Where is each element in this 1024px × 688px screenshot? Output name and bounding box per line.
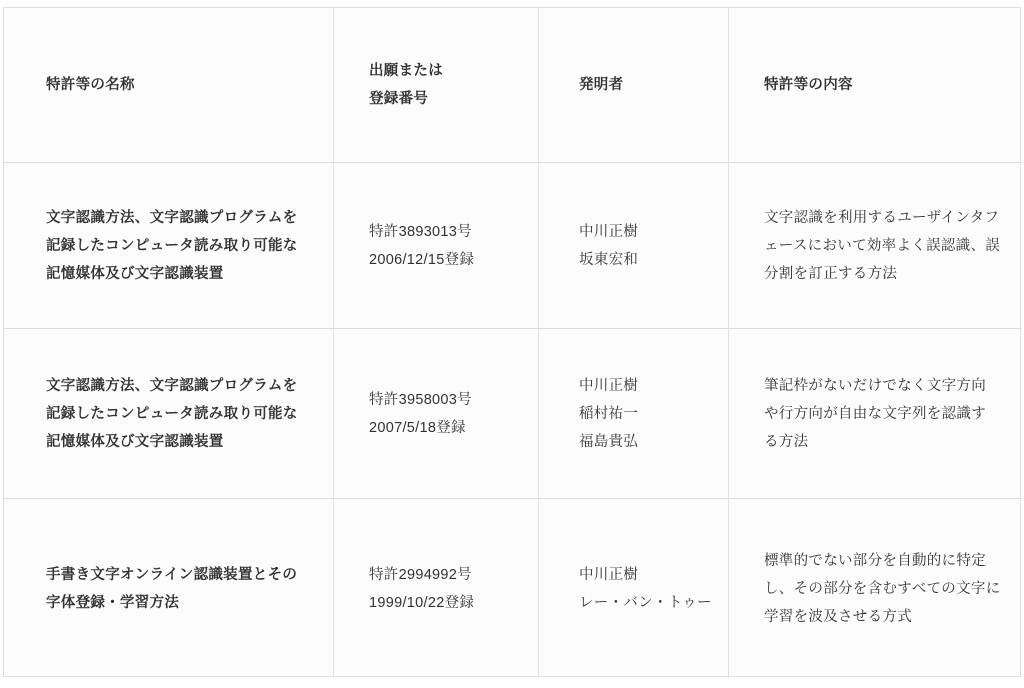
row-0-content-cell xyxy=(729,163,1022,329)
row-2-inventor-cell xyxy=(539,499,729,678)
text-line: 1999/10/22登録 xyxy=(369,594,475,611)
header-label: 特許等の名称 xyxy=(46,77,135,93)
text-line: る方法 xyxy=(764,433,809,450)
text-line: 特許2994992号 xyxy=(369,566,472,583)
text-line: し、その部分を含むすべての文字に xyxy=(764,580,1001,597)
header-patent-content xyxy=(729,8,1022,163)
row-2-content-cell xyxy=(729,499,1022,678)
row-1-inventor-cell xyxy=(539,329,729,499)
text-line: 記録したコンピュータ読み取り可能な xyxy=(46,237,298,254)
text-line: 特許3893013号 xyxy=(369,223,472,240)
header-label: 特許等の内容 xyxy=(764,77,853,93)
text-line: 特許3958003号 xyxy=(369,391,472,408)
text-line: 記録したコンピュータ読み取り可能な xyxy=(46,405,298,422)
text-line: 標準的でない部分を自動的に特定 xyxy=(764,552,986,569)
header-label: 発明者 xyxy=(579,77,624,93)
header-patent-name xyxy=(4,8,334,163)
text-line: 2007/5/18登録 xyxy=(369,419,466,436)
text-line: 記憶媒体及び文字認識装置 xyxy=(46,433,224,450)
text-line: 筆記枠がないだけでなく文字方向 xyxy=(764,377,986,394)
header-inventor xyxy=(539,8,729,163)
text-line: 2006/12/15登録 xyxy=(369,251,475,268)
row-1-content-cell xyxy=(729,329,1022,499)
row-0-number-cell xyxy=(334,163,539,329)
row-0-name-cell xyxy=(4,163,334,329)
text-line: 福島貴弘 xyxy=(579,433,639,450)
row-2-name-cell xyxy=(4,499,334,678)
text-line: 分割を訂正する方法 xyxy=(764,265,898,282)
row-2-number-cell xyxy=(334,499,539,678)
header-label: 登録番号 xyxy=(369,91,429,107)
header-label: 出願または xyxy=(369,63,443,79)
text-line: 坂東宏和 xyxy=(579,251,639,268)
text-line: ェースにおいて効率よく誤認識、誤 xyxy=(764,237,1001,254)
text-line: 中川正樹 xyxy=(579,377,639,394)
header-registration-number xyxy=(334,8,539,163)
row-1-number-cell xyxy=(334,329,539,499)
text-line: 中川正樹 xyxy=(579,223,639,240)
text-line: レー・バン・トゥー xyxy=(579,594,712,611)
text-line: 稲村祐一 xyxy=(579,405,639,422)
row-0-inventor-cell xyxy=(539,163,729,329)
text-line: 手書き文字オンライン認識装置とその xyxy=(46,566,298,583)
text-line: 記憶媒体及び文字認識装置 xyxy=(46,265,224,282)
text-line: や行方向が自由な文字列を認識す xyxy=(764,405,986,422)
text-line: 学習を波及させる方式 xyxy=(764,608,912,625)
row-1-name-cell xyxy=(4,329,334,499)
text-line: 中川正樹 xyxy=(579,566,639,583)
text-line: 字体登録・学習方法 xyxy=(46,594,180,611)
text-line: 文字認識方法、文字認識プログラムを xyxy=(46,209,298,226)
patent-table xyxy=(3,7,1021,677)
text-line: 文字認識方法、文字認識プログラムを xyxy=(46,377,298,394)
text-line: 文字認識を利用するユーザインタフ xyxy=(764,209,1000,226)
